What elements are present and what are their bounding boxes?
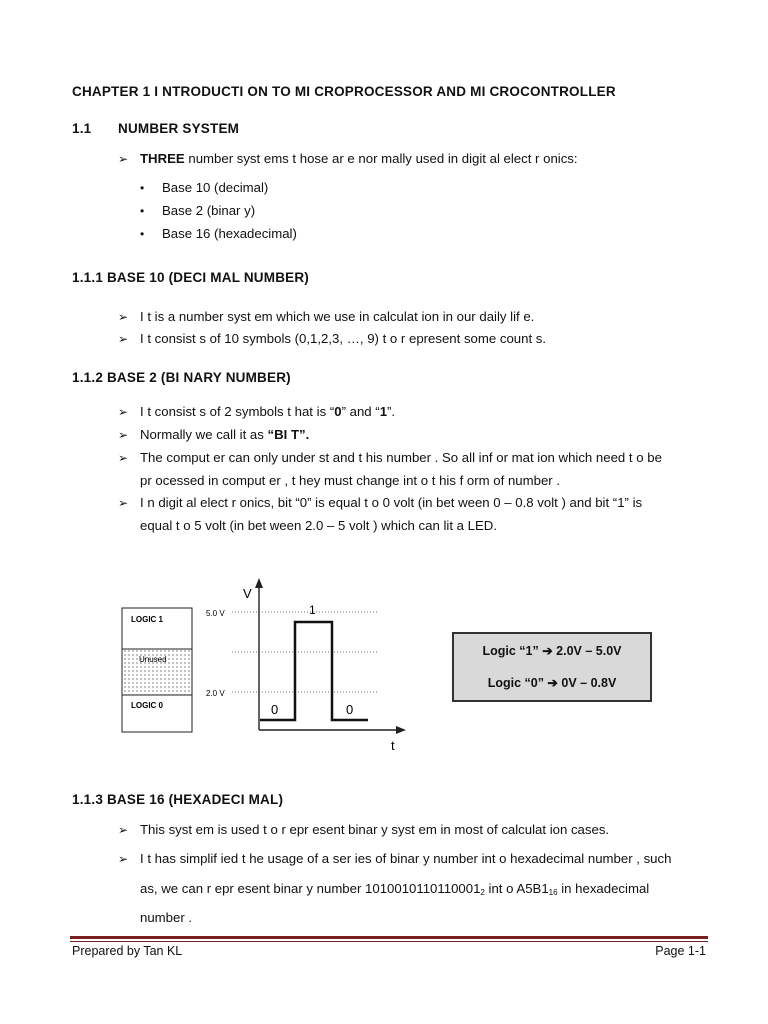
arrow-bullet-icon: ➢ bbox=[118, 405, 129, 419]
footer-rule bbox=[70, 936, 708, 939]
paragraph: This syst em is used t o r epr esent binar y syst em in most of calculat ion cases. bbox=[140, 822, 610, 837]
paragraph bbox=[140, 404, 395, 419]
logic1-label: LOGIC 1 bbox=[131, 615, 164, 624]
text-bold: 1 bbox=[379, 404, 388, 419]
list-item: Base 16 (hexadecimal) bbox=[162, 226, 297, 241]
paragraph bbox=[140, 427, 309, 442]
pulse-low-left-label: 0 bbox=[271, 702, 279, 717]
paragraph: I n digit al elect r onics, bit “0” is equal t o 0 volt (in bet ween 0 – 0.8 volt ) and bit “1” is bbox=[140, 495, 643, 510]
text-run: in hexadecimal bbox=[557, 881, 650, 896]
intro-text bbox=[140, 151, 578, 166]
logic-level-diagram bbox=[0, 570, 768, 760]
unused-label: Unused bbox=[139, 655, 167, 664]
text-run: as, we can r epr esent binar y number 1010010110110001 bbox=[140, 881, 481, 896]
v-axis-arrow-icon bbox=[255, 578, 263, 588]
chapter-title: CHAPTER 1 I NTRODUCTI ON TO MI CROPROCESSOR AND MI CROCONTROLLER bbox=[72, 84, 616, 99]
subsection-title-base2: 1.1.2 BASE 2 (BI NARY NUMBER) bbox=[72, 370, 291, 385]
text-run: int o A5B1 bbox=[484, 881, 549, 896]
v-axis-label: V bbox=[243, 586, 252, 601]
subsection-title-base10: 1.1.1 BASE 10 (DECI MAL NUMBER) bbox=[72, 270, 309, 285]
arrow-bullet-icon: ➢ bbox=[118, 451, 129, 465]
arrow-bullet-icon: ➢ bbox=[118, 496, 129, 510]
pulse-high-label: 1 bbox=[309, 603, 316, 617]
arrow-bullet-icon: ➢ bbox=[118, 823, 129, 837]
intro-bold: THREE bbox=[140, 151, 185, 166]
t-axis-label: t bbox=[391, 738, 395, 753]
logic1-range: Logic “1” ➔ 2.0V – 5.0V bbox=[482, 644, 622, 658]
paragraph: equal t o 5 volt (in bet ween 2.0 – 5 volt ) which can lit a LED. bbox=[140, 518, 497, 533]
paragraph: number . bbox=[140, 910, 193, 925]
bullet-icon: • bbox=[140, 227, 145, 241]
t-axis-arrow-icon bbox=[396, 726, 406, 734]
paragraph: I t consist s of 10 symbols (0,1,2,3, …, 9) t o r epresent some count s. bbox=[140, 331, 547, 346]
text-bold: “BI T”. bbox=[267, 427, 310, 442]
logic0-label: LOGIC 0 bbox=[131, 701, 164, 710]
paragraph bbox=[140, 881, 649, 897]
text-run: ”. bbox=[387, 404, 396, 419]
section-title: NUMBER SYSTEM bbox=[118, 121, 240, 136]
subscript: 16 bbox=[548, 888, 558, 897]
voltage-5v-label: 5.0 V bbox=[206, 609, 225, 618]
subsection-title-base16: 1.1.3 BASE 16 (HEXADECI MAL) bbox=[72, 792, 284, 807]
paragraph: The comput er can only under st and t his number . So all inf or mat ion which need t o be bbox=[140, 450, 662, 465]
arrow-bullet-icon: ➢ bbox=[118, 332, 129, 346]
intro-rest: number syst ems t hose ar e nor mally used in digit al elect r onics: bbox=[184, 151, 578, 166]
text-bold: 0 bbox=[334, 404, 342, 419]
paragraph: I t is a number syst em which we use in calculat ion in our daily lif e. bbox=[140, 309, 535, 324]
voltage-2v-label: 2.0 V bbox=[206, 689, 225, 698]
bullet-icon: • bbox=[140, 204, 145, 218]
arrow-bullet-icon: ➢ bbox=[118, 152, 129, 166]
pulse-low-right-label: 0 bbox=[346, 702, 354, 717]
logic0-range: Logic “0” ➔ 0V – 0.8V bbox=[487, 676, 617, 690]
arrow-bullet-icon: ➢ bbox=[118, 428, 129, 442]
footer-rule bbox=[70, 941, 708, 942]
text-run: I t consist s of 2 symbols t hat is “ bbox=[140, 404, 335, 419]
bullet-icon: • bbox=[140, 181, 145, 195]
paragraph: pr ocessed in comput er , t hey must change int o t his f orm of number . bbox=[140, 473, 560, 488]
text-run: ” and “ bbox=[341, 404, 380, 419]
list-item: Base 2 (binar y) bbox=[162, 203, 256, 218]
logic-summary-box bbox=[452, 632, 652, 702]
arrow-bullet-icon: ➢ bbox=[118, 852, 129, 866]
footer-author: Prepared by Tan KL bbox=[72, 944, 183, 958]
subscript: 2 bbox=[480, 888, 485, 897]
footer-page-number: Page 1-1 bbox=[655, 944, 706, 958]
arrow-bullet-icon: ➢ bbox=[118, 310, 129, 324]
paragraph: I t has simplif ied t he usage of a ser ies of binar y number int o hexadecimal number , such bbox=[140, 851, 672, 866]
section-number: 1.1 bbox=[72, 121, 92, 136]
list-item: Base 10 (decimal) bbox=[162, 180, 269, 195]
text-run: Normally we call it as bbox=[140, 427, 268, 442]
